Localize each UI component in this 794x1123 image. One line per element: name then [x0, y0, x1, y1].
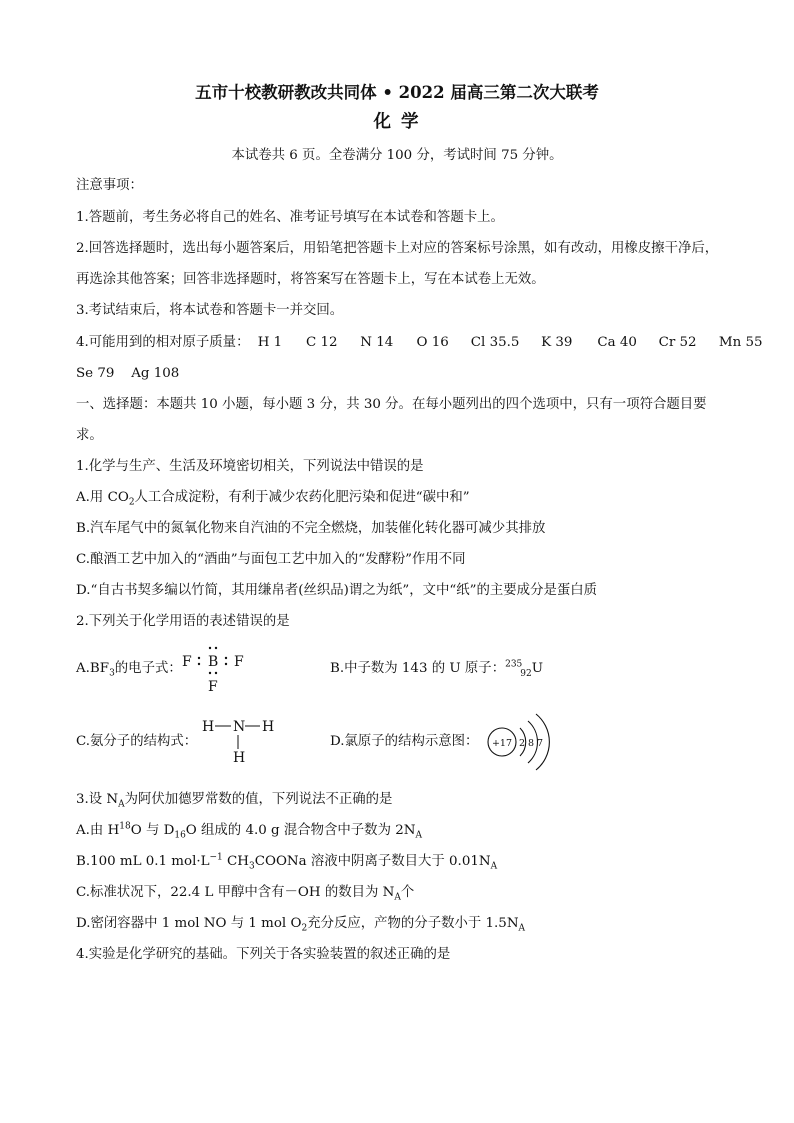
note-2-cont: 再选涂其他答案；回答非选择题时，将答案写在答题卡上，写在本试卷上无效。: [76, 272, 545, 287]
mass-k: K 39: [541, 335, 573, 350]
mass-mn: Mn 55: [718, 335, 763, 350]
mass-cl: Cl 35.5: [470, 335, 520, 350]
q1-option-b: B.汽车尾气中的氮氧化物来自汽油的不完全燃烧，加装催化转化器可减少其排放: [76, 521, 546, 536]
nh3-h-bottom: H: [233, 750, 246, 766]
mass-cr: Cr 52: [658, 335, 697, 350]
mass-ca: Ca 40: [597, 335, 637, 350]
nh3-structural-formula: [198, 712, 282, 768]
q2-option-b: B.中子数为 143 的 U 原子：$^{235}_{92}$U: [330, 659, 544, 679]
nh3-n: N: [233, 719, 246, 735]
section-1-heading: 一、选择题：本题共 10 小题，每小题 3 分，共 30 分。在每小题列出的四个选项中，只有一项符合题目要: [76, 397, 707, 412]
mass-se: Se 79: [76, 366, 115, 381]
q4-stem: 4.实验是化学研究的基础。下列关于各实验装置的叙述正确的是: [76, 947, 451, 962]
mass-h: H 1: [257, 335, 283, 350]
q1-stem: 1.化学与生产、生活及环境密切相关，下列说法中错误的是: [76, 459, 424, 474]
cl-shell-1: 2: [519, 738, 526, 749]
notes-header: 注意事项：: [76, 178, 143, 193]
mass-c: C 12: [306, 335, 338, 350]
bf3-f-bottom: F: [208, 679, 218, 695]
q3-stem: 3.设 $N_A$为阿伏加德罗常数的值，下列说法不正确的是: [76, 792, 393, 810]
note-3: 3.考试结束后，将本试卷和答题卡一并交回。: [76, 303, 344, 318]
exam-info: 本试卷共 6 页。全卷满分 100 分，考试时间 75 分钟。: [231, 148, 563, 163]
nh3-h-right: H: [262, 719, 275, 735]
atomic-masses-cont: [76, 365, 179, 383]
mass-o: O 16: [416, 335, 449, 350]
atomic-masses: [76, 334, 763, 352]
mass-ag: Ag 108: [131, 366, 180, 381]
q3-option-d: D.密闭容器中 1 mol NO 与 1 mol $O_2$充分反应，产物的分子数小于 $1.5N_A$: [76, 916, 526, 934]
q2-option-c: C.氨分子的结构式：: [76, 734, 198, 749]
q3-option-a: A.由 $H^{18}O$ 与 $D_{16}O$ 组成的 4.0 g 混合物含中子数为 $2N_A$: [76, 821, 422, 841]
q1-option-d: D.“自古书契多编以竹简，其用缣帛者(丝织品)谓之为纸”，文中“纸”的主要成分是蛋白质: [76, 583, 598, 598]
cl-shell-3: 7: [537, 738, 544, 749]
nh3-h-left: H: [202, 719, 215, 735]
q2-stem: 2.下列关于化学用语的表述错误的是: [76, 614, 290, 629]
exam-title: 五市十校教研教改共同体 • 2022 届高三第二次大联考: [195, 83, 599, 102]
mass-n: N 14: [360, 335, 394, 350]
q3-option-c: C.标准状况下，22.4 L 甲醇中含有－OH 的数目为 $N_A$个: [76, 885, 415, 903]
section-1-heading-cont: 求。: [76, 428, 103, 443]
bf3-electron-formula: [178, 640, 268, 696]
chlorine-atom-structure-diagram: [484, 708, 552, 776]
q1-option-a: A.用 $CO_2$人工合成淀粉，有利于减少农药化肥污染和促进“碳中和”: [76, 490, 470, 508]
note-2: 2.回答选择题时，选出每小题答案后，用铅笔把答题卡上对应的答案标号涂黑，如有改动，用橡皮擦干净后，: [76, 241, 719, 256]
subject-title: 化 学: [373, 112, 421, 132]
bf3-f-right: F: [234, 654, 244, 670]
q1-option-c: C.酿酒工艺中加入的“酒曲”与面包工艺中加入的“发酵粉”作用不同: [76, 552, 466, 567]
q3-option-b: B.100 mL 0.1 $mol\cdot L^{-1}$ $CH_3COONa$ 溶液中阴离子数目大于 $0.01N_A$: [76, 852, 498, 872]
bf3-f-left: F: [182, 654, 192, 670]
cl-shell-2: 8: [528, 738, 535, 749]
cl-nucleus-charge: +17: [491, 738, 513, 749]
q2-option-a: $A.BF_3$的电子式：: [76, 661, 182, 679]
note-1: 1.答题前，考生务必将自己的姓名、准考证号填写在本试卷和答题卡上。: [76, 210, 504, 225]
bf3-b: B: [208, 654, 219, 670]
masses-label: 4.可能用到的相对原子质量：: [76, 335, 250, 350]
q2-option-d: D.氯原子的结构示意图：: [330, 734, 479, 749]
